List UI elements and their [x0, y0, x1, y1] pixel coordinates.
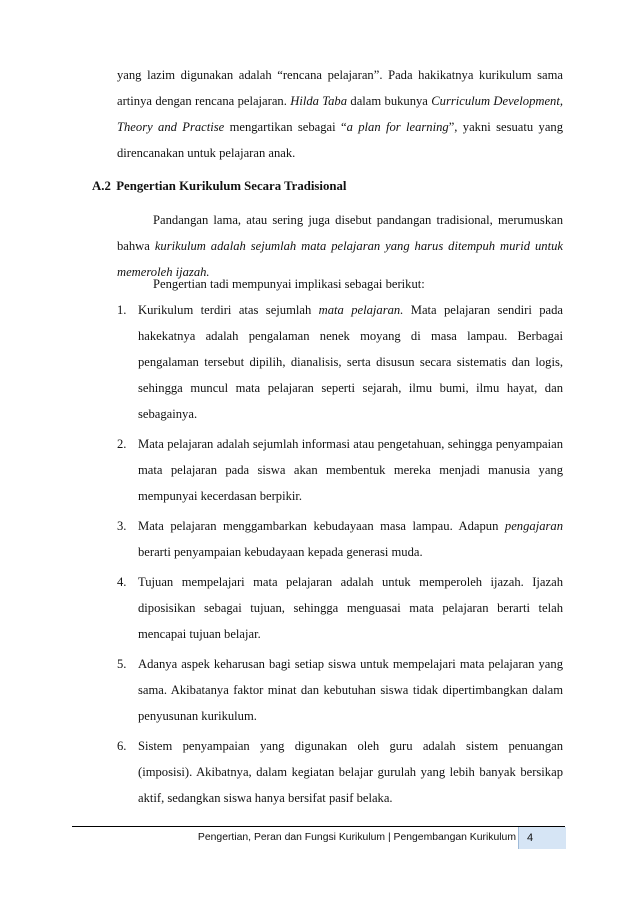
- p1-definition: kurikulum adalah sejumlah mata pelajaran yang harus ditempuh murid untuk memeroleh ijazah.: [117, 239, 563, 279]
- intro-text-4: ”, yakni sesuatu yang direncanakan untuk pelajaran anak.: [117, 120, 563, 160]
- list-item-emphasis: mata pelajaran.: [318, 303, 404, 317]
- intro-quote: a plan for learning: [346, 120, 449, 134]
- list-item: [117, 651, 563, 729]
- intro-text-1: yang lazim digunakan adalah “rencana pelajaran”. Pada hakikatnya kurikulum sama artinya dengan rencana pelajaran.: [117, 68, 563, 108]
- intro-paragraph: [117, 62, 563, 166]
- list-marker: 1.: [117, 303, 127, 317]
- implications-list: [117, 297, 563, 815]
- intro-text-3: mengartikan sebagai “: [224, 120, 347, 134]
- list-item-text: Mata pelajaran adalah sejumlah informasi atau pengetahuan, sehingga penyampaian mata pelajaran pada siswa akan membentuk mereka menjadi manusia yang mempunyai kecerdasan berpikir.: [138, 437, 563, 503]
- list-item: [117, 297, 563, 427]
- list-item: [117, 569, 563, 647]
- footer-title: Pengertian, Peran dan Fungsi Kurikulum | Pengembangan Kurikulum: [197, 832, 516, 843]
- list-item-text: Sistem penyampaian yang digunakan oleh guru adalah sistem penuangan (imposisi). Akibatnya, dalam kegiatan belajar gurulah yang lebih banyak bersikap aktif, sedangkan siswa hanya bersifat pasif belaka.: [138, 739, 563, 805]
- list-marker: 6.: [117, 739, 127, 753]
- list-item-text: Mata pelajaran menggambarkan kebudayaan masa lampau. Adapun: [138, 519, 505, 533]
- intro-author: Hilda Taba: [290, 94, 348, 108]
- list-item-text: berarti penyampaian kebudayaan kepada generasi muda.: [138, 545, 423, 559]
- footer-divider: [72, 826, 565, 827]
- list-marker: 4.: [117, 575, 127, 589]
- paragraph-implications-intro: Pengertian tadi mempunyai implikasi sebagai berikut:: [153, 277, 425, 291]
- list-item: [117, 431, 563, 509]
- list-item-text: Adanya aspek keharusan bagi setiap siswa untuk mempelajari mata pelajaran yang sama. Akibatanya faktor minat dan kebutuhan siswa tidak dipertimbangkan dalam penyusunan kurikulum.: [138, 657, 563, 723]
- list-item: [117, 733, 563, 811]
- page-number: 4: [527, 832, 534, 844]
- list-marker: 3.: [117, 519, 127, 533]
- intro-book-title: Curriculum Development, Theory and Practise: [117, 94, 563, 134]
- section-title: Pengertian Kurikulum Secara Tradisional: [116, 179, 347, 193]
- list-item: [117, 513, 563, 565]
- section-heading: [92, 176, 562, 196]
- list-item-text: Mata pelajaran sendiri pada hakekatnya adalah pengalaman nenek moyang di masa lampau. Berbagai pengalaman tersebut dipilih, dianalisis, serta disusun secara sistematis dan logis, sehingga muncul mata pelajaran seperti sejarah, ilmu bumi, ilmu hayat, dan sebagainya.: [138, 303, 563, 421]
- intro-text-2: dalam bukunya: [347, 94, 432, 108]
- page-number-box: [518, 827, 566, 849]
- section-number: A.2: [92, 179, 111, 193]
- list-marker: 5.: [117, 657, 127, 671]
- list-marker: 2.: [117, 437, 127, 451]
- list-item-emphasis: pengajaran: [504, 519, 563, 533]
- list-item-text: Kurikulum terdiri atas sejumlah: [138, 303, 319, 317]
- p1-text: Pandangan lama, atau sering juga disebut pandangan tradisional, merumuskan bahwa: [117, 213, 563, 253]
- list-item-text: Tujuan mempelajari mata pelajaran adalah untuk memperoleh ijazah. Ijazah diposisikan sebagai tujuan, sehingga menguasai mata pelajaran berarti telah mencapai tujuan belajar.: [138, 575, 563, 641]
